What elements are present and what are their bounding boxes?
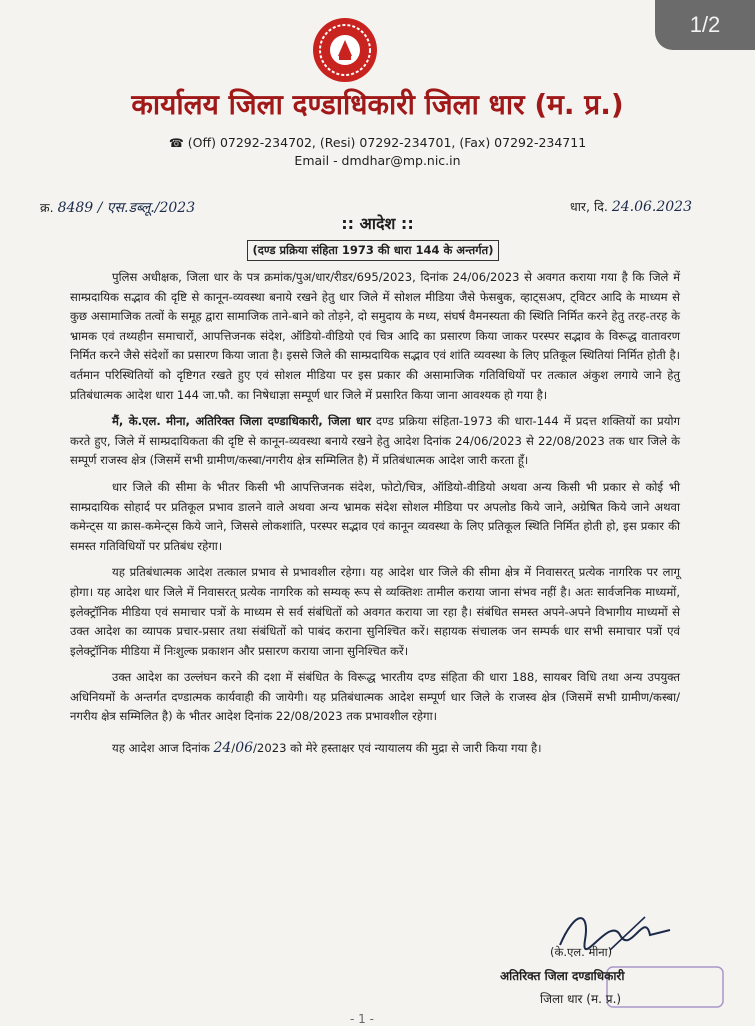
p6-hw-month: 06 <box>235 740 254 757</box>
signatory-place: जिला धार (म. प्र.) <box>540 992 622 1006</box>
office-title: कार्यालय जिला दण्डाधिकारी जिला धार (म. प्र.) <box>131 88 624 121</box>
phone-icon: ☎ <box>168 136 184 150</box>
paragraph-2-rest: दण्ड प्रक्रिया संहिता-1973 की धारा-144 में प्रदत्त शक्तियों का प्रयोग करते हुए, जिले में साम्प्रदायिकता की दृष्टि से कानून-व्यवस्था बनाये रखने हेतु आदेश दिनांक 24/06/2023 से 22/08/2023 तक धार जिले के सम्पूर्ण राजस्व क्षेत्र (जिसमें सभी ग्रामीण/कस्बा/नगरीय क्षेत्र सम्मिलित है) में प्रतिबंधात्मक आदेश जारी करता हूँ। <box>70 414 680 468</box>
place-date-prefix: धार, दि. <box>570 199 608 214</box>
signature-block <box>500 905 730 1015</box>
signatory-designation: अतिरिक्त जिला दण्डाधिकारी <box>500 969 625 983</box>
order-subtitle: (दण्ड प्रक्रिया संहिता 1973 की धारा 144 के अन्तर्गत) <box>247 240 499 261</box>
order-title: :: आदेश :: <box>341 214 414 233</box>
paragraph-6 <box>70 739 680 759</box>
p6-sep: / <box>231 741 236 756</box>
phone-line <box>0 134 755 152</box>
p6-after: /2023 को मेरे हस्ताक्षर एवं न्यायालय की मुद्रा से जारी किया गया है। <box>253 741 542 756</box>
contact-block <box>0 134 755 171</box>
date-handwritten: 24.06.2023 <box>611 199 692 215</box>
page-number: - 1 - <box>350 1012 374 1026</box>
reference-prefix: क्र. <box>40 200 54 215</box>
email-line: Email - dmdhar@mp.nic.in <box>294 153 461 169</box>
signatory-name: (के.एल. मीना) <box>550 945 613 959</box>
paragraph-4: यह प्रतिबंधात्मक आदेश तत्काल प्रभाव से प्रभावशील रहेगा। यह आदेश धार जिले की सीमा क्षेत्र में निवासरत् प्रत्येक नागरिक पर लागू होगा। यह आदेश धार जिले में निवासरत् प्रत्येक नागरिक को सम्यक् रूप से व्यक्तिशः तामील कराया जाना संभव नहीं है। अतः सार्वजनिक माध्यमों, इलेक्ट्रॉनिक मीडिया एवं समाचार पत्रों के माध्यम से सर्व संबंधितों को अवगत कराया जा रहा है। संबंधित समस्त अपने-अपने विभागीय माध्यमों से उक्त आदेश का व्यापक प्रचार-प्रसार तथा संबंधितों को पाबंद कराना सुनिश्चित करें। सहायक संचालक जन सम्पर्क धार सभी समाचार पत्रों एवं इलेक्ट्रॉनिक मीडिया में निःशुल्क प्रकाशन और प्रसारण कराया जाना सुनिश्चित करें। <box>70 565 680 658</box>
p6-before: यह आदेश आज दिनांक <box>112 741 214 756</box>
page-indicator: 1/2 <box>655 0 755 50</box>
paragraph-2 <box>70 412 680 471</box>
paragraph-3: धार जिले की सीमा के भीतर किसी भी आपत्तिजनक संदेश, फोटो/चित्र, ऑडियो-वीडियो अथवा अन्य किसी भी प्रकार से कोई भी साम्प्रदायिक सोहार्द पर प्रतिकूल प्रभाव डालने वाले अथवा अन्य भ्रामक संदेश सोशल मीडिया पर अपलोड किये जाने, अग्रेषित किये जाने अथवा कमेन्ट्स या क्रास-कमेन्ट्स किये जाने, जिससे लोकशांति, परस्पर सद्भाव एवं कानून व्यवस्था के लिए प्रतिकूल स्थिति निर्मित होती हो, इस प्रकार की समस्त गतिविधियों पर प्रतिबंध रहेगा। <box>70 479 680 553</box>
state-emblem-seal <box>311 16 379 84</box>
officer-declaration: मैं, के.एल. मीना, अतिरिक्त जिला दण्डाधिकारी, जिला धार <box>112 414 371 429</box>
order-body <box>70 268 680 766</box>
paragraph-5: उक्त आदेश का उल्लंघन करने की दशा में संबंधित के विरूद्ध भारतीय दण्ड संहिता की धारा 188, सायबर विधि तथा अन्य उपयुक्त अधिनियमों के अन्तर्गत दण्डात्मक कार्यवाही की जायेगी। यह प्रतिबंधात्मक आदेश सम्पूर्ण धार जिले के राजस्व क्षेत्र (जिसमें सभी ग्रामीण/कस्बा/नगरीय क्षेत्र सम्मिलित है) के भीतर आदेश दिनांक 22/08/2023 तक प्रभावशील रहेगा। <box>70 670 680 724</box>
paragraph-1: पुलिस अधीक्षक, जिला धार के पत्र क्रमांक/पुअ/धार/रीडर/695/2023, दिनांक 24/06/2023 से अवगत कराया गया है कि जिले में साम्प्रदायिक सद्भाव की दृष्टि से कानून-व्यवस्था बनाये रखने हेतु धार जिले में सोशल मीडिया जैसे फेसबुक, व्हाट्सअप, ट्विटर आदि के माध्यम से कुछ असामाजिक तत्वों के समूह द्वारा सामाजिक ताने-बाने को तोड़ने, दो समुदाय के मध्य, संघर्ष वैमनस्यता की स्थिति निर्मित करने हेतु तरह-तरह के भ्रामक एवं तथ्यहीन समाचारों, आपत्तिजनक संदेश, ऑडियो-वीडियो एवं चित्र आदि का प्रसारण किया जाकर परस्पर सद्भाव के विरूद्ध वातावरण निर्मित करने जैसे संदेशों का प्रसारण किया जाता है। इससे जिले की साम्प्रदायिक सद्भाव एवं शांति व्यवस्था के लिए प्रतिकूल स्थितियां निर्मित होती है। वर्तमान परिस्थितियों को दृष्टिगत रखते हुए एवं सोशल मीडिया पर इस प्रकार की असामाजिक गतिविधियों पर तत्काल अंकुश लगाये जाने हेतु प्रतिबंधात्मक आदेश धारा 144 जा.फौ. का निषेधाज्ञा सम्पूर्ण धार जिले में प्रसारित किया जाना आवश्यक हो गया है। <box>70 270 680 402</box>
reference-handwritten: 8489 / एस.डब्लू./2023 <box>57 200 196 216</box>
phone-numbers: (Off) 07292-234702, (Resi) 07292-234701, (Fax) 07292-234711 <box>187 135 587 150</box>
p6-hw-day: 24 <box>213 740 232 757</box>
